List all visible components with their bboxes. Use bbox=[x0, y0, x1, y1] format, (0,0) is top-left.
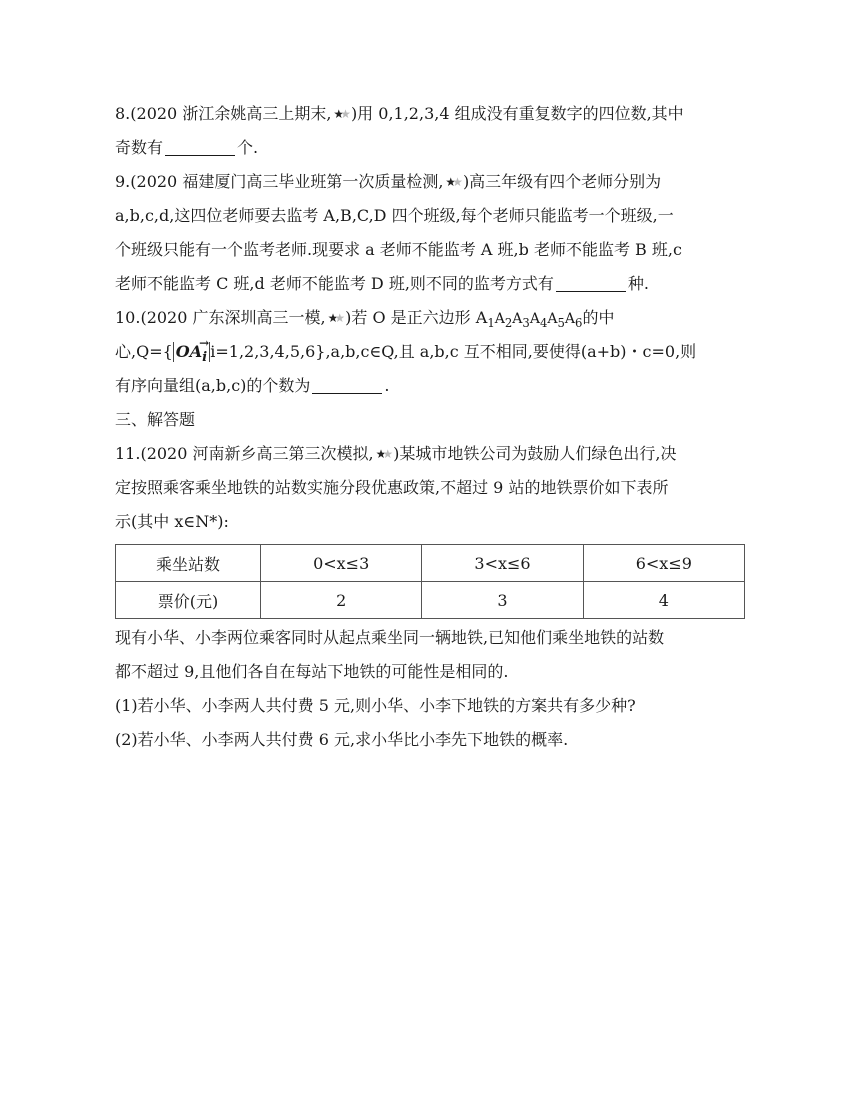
q8-text: 8.(2020 浙江余姚高三上期末, bbox=[115, 104, 332, 123]
table-cell: 2 bbox=[261, 582, 422, 619]
q11-subquestion-2: (2)若小华、小李两人共付费 6 元,求小华比小李先下地铁的概率. bbox=[115, 730, 569, 749]
difficulty-stars-icon: ★★ bbox=[333, 107, 347, 121]
q8-text: 奇数有 bbox=[115, 138, 164, 157]
difficulty-stars-icon: ★★ bbox=[445, 175, 459, 189]
q10-text: . bbox=[384, 376, 390, 395]
table-header-cell: 6<x≤9 bbox=[583, 545, 744, 582]
difficulty-stars-icon: ★★ bbox=[375, 447, 390, 461]
q9-line-1 bbox=[115, 165, 750, 199]
answer-blank bbox=[165, 137, 235, 156]
hexagon-vertices: $_1A_2A_3A_4A_5A_6$ bbox=[487, 311, 583, 330]
table-cell: 票价(元) bbox=[116, 582, 261, 619]
q10-text: 的中 bbox=[582, 308, 615, 327]
q11-paragraph-1: 现有小华、小李两位乘客同时从起点乘坐同一辆地铁,已知他们乘坐地铁的站数 bbox=[115, 628, 665, 647]
q10-text: )若 O 是正六边形 A bbox=[345, 308, 488, 327]
q8-text: )用 0,1,2,3,4 组成没有重复数字的四位数,其中 bbox=[350, 104, 684, 123]
q11-subquestion-1: (1)若小华、小李两人共付费 5 元,则小华、小李下地铁的方案共有多少种? bbox=[115, 696, 636, 715]
q9-line-2: a,b,c,d,这四位老师要去监考 A,B,C,D 四个班级,每个老师只能监考一个班级,一 bbox=[115, 206, 674, 225]
answer-blank bbox=[312, 375, 382, 394]
q9-line-4 bbox=[115, 267, 750, 301]
q10-line-1 bbox=[115, 301, 750, 335]
table-row bbox=[116, 582, 745, 619]
q11-text: 11.(2020 河南新乡高三第三次模拟, bbox=[115, 444, 374, 463]
q10-text: i=1,2,3,4,5,6},a,b,c∈Q,且 a,b,c 互不相同,要使得(a+b)・c=0,则 bbox=[210, 342, 697, 361]
page-content bbox=[115, 97, 750, 757]
q10-line-2 bbox=[115, 335, 750, 369]
q10-text: 心,Q={ bbox=[115, 342, 173, 361]
q10-text: 10.(2020 广东深圳高三一模, bbox=[115, 308, 326, 327]
difficulty-stars-icon: ★★ bbox=[327, 311, 342, 325]
q9-text: 9.(2020 福建厦门高三毕业班第一次质量检测, bbox=[115, 172, 444, 191]
vector-name: OA bbox=[175, 342, 203, 361]
q10-line-3 bbox=[115, 369, 750, 403]
vector-subscript: i bbox=[202, 349, 208, 366]
q11-line-2: 定按照乘客乘坐地铁的站数实施分段优惠政策,不超过 9 站的地铁票价如下表所 bbox=[115, 478, 669, 497]
q9-text: 老师不能监考 C 班,d 老师不能监考 D 班,则不同的监考方式有 bbox=[115, 274, 554, 293]
q9-line-3: 个班级只能有一个监考老师.现要求 a 老师不能监考 A 班,b 老师不能监考 B 班,c bbox=[115, 240, 682, 259]
q9-text: 种. bbox=[627, 274, 650, 293]
q8-line-1 bbox=[115, 97, 750, 131]
table-header-cell: 3<x≤6 bbox=[422, 545, 583, 582]
fare-table bbox=[115, 544, 745, 619]
q9-text: )高三年级有四个老师分别为 bbox=[462, 172, 662, 191]
table-header-cell: 0<x≤3 bbox=[261, 545, 422, 582]
vector-oa-i bbox=[173, 336, 210, 366]
q11-paragraph-2: 都不超过 9,且他们各自在每站下地铁的可能性是相同的. bbox=[115, 662, 509, 681]
q8-line-2 bbox=[115, 131, 750, 165]
table-row bbox=[116, 545, 745, 582]
q11-line-3: 示(其中 x∈N*): bbox=[115, 512, 229, 531]
table-cell: 4 bbox=[583, 582, 744, 619]
table-header-cell: 乘坐站数 bbox=[116, 545, 261, 582]
q11-text: )某城市地铁公司为鼓励人们绿色出行,决 bbox=[393, 444, 677, 463]
section-heading: 三、解答题 bbox=[115, 410, 196, 429]
vector-arrow-icon: → bbox=[199, 336, 210, 350]
q10-text: 有序向量组(a,b,c)的个数为 bbox=[115, 376, 311, 395]
q11-line-1 bbox=[115, 437, 750, 471]
table-cell: 3 bbox=[422, 582, 583, 619]
answer-blank bbox=[556, 273, 626, 292]
q8-text: 个. bbox=[237, 138, 259, 157]
